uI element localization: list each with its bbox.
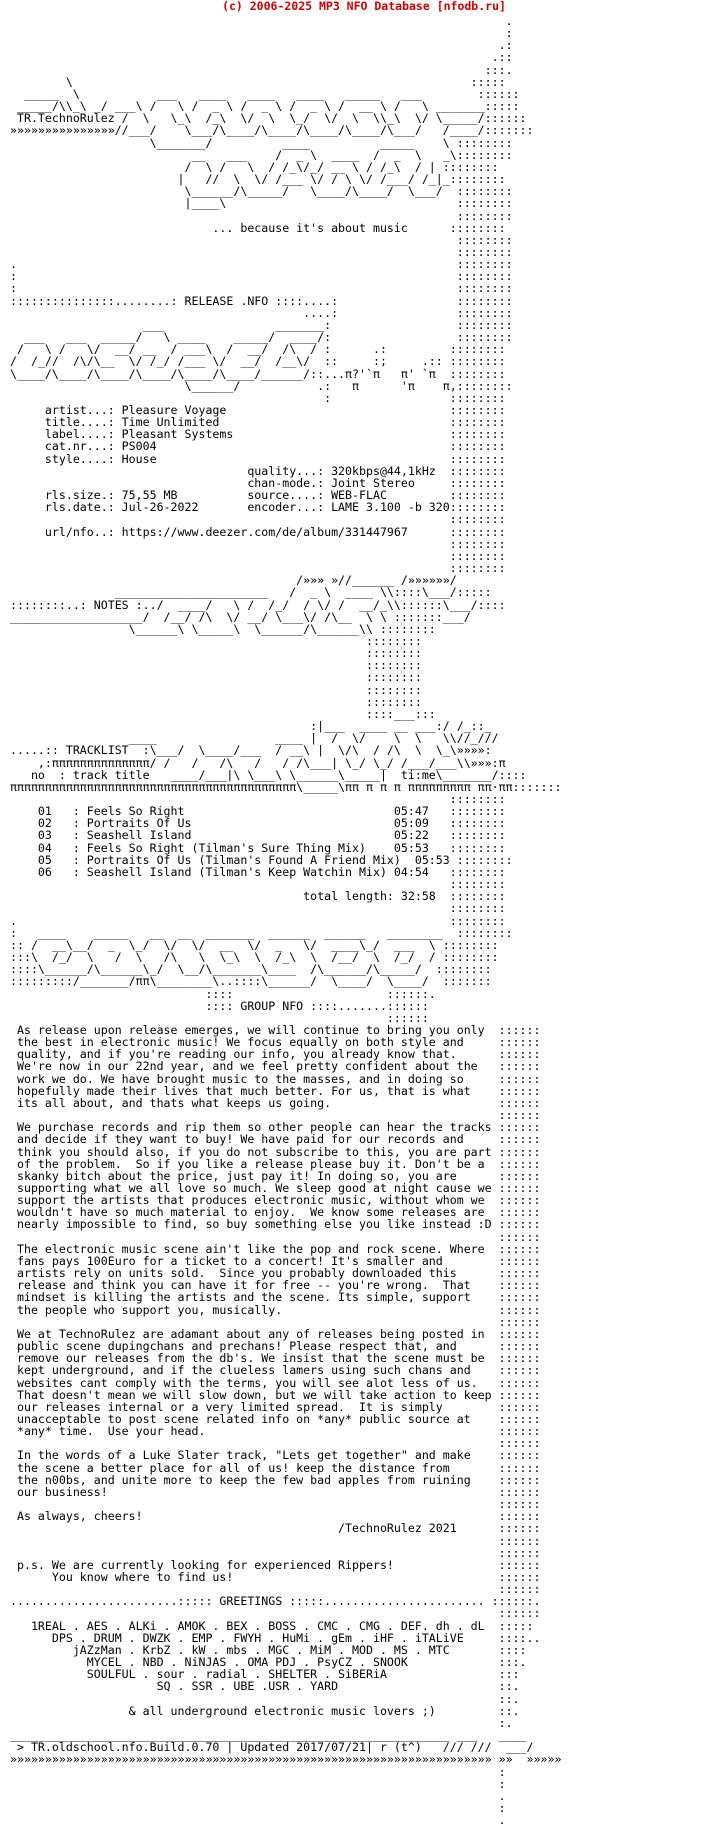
- nfodb-copyright-header: (c) 2006-2025 MP3 NFO Database [nfodb.ru]: [222, 0, 506, 13]
- nfo-ascii-text: . : .: .:: :::. \ ::::: _____ \ ___ ____ ____ ____ _____ ___ :::::: _____/\\_\ _/ ___\ / \ / _ \ / _ \ / _ \ / __ \ / \ _______::::: TR.TechnoRulez / \ \_\ /_\ \/ \ \_/ \/ \ \\_\ \/ \_____/:::::: »»»»»»»»»»»»»»»//___/ \___/\____/\____/\____/\____/\___/ /____/::::::: \_______/ ____ _____ \ :::::::: __ ___ / _ \ ____ / _ \ _\:::::::: / \ / \ / /_\/_/ __ \ / /_\ / | :::::::: | // \ \/ /___ \/ / \ \/ /___/ /_|_:::::::: \______/\_____/ \____/\____/ \___/ :::::::: |____\ :::::::: :::::::: ... because it's about music :::::::: :::::::: :::::::: . :::::::: : :::::::: : :::::::: :::::::::::::::........: RELEASE .NFO ::::....: :::::::: ....: :::::::: ___ _______: :::::::: ___ ___ _____/ \ ____ _____/ ____/: :::::::: / \ / \/ __/ __ / ___\ / __/ /\ / : .: :::::::: / /_// /\/\__ \/ /_/ /___ \/ __/ /__\/ :: :; .:: :::::::: \____/\____/\____/\____/\____/\____/______/::...π?'`π π' `π :::::::: \______/ .: π 'π π,:::::::: : :::::::: artist...: Pleasure Voyage :::::::: title....: Time Unlimited :::::::: label....: Pleasant Systems :::::::: cat.nr...: PS004 :::::::: style....: House :::::::: quality...: 320kbps@44,1kHz :::::::: chan-mode.: Joint Stereo :::::::: rls.size.: 75,55 MB source....: WEB-FLAC :::::::: rls.date.: Jul-26-2022 encoder...: LAME 3.100 -b 320:::::::: :::::::: url/nfo..: https://www.deezer.com/de/album/331447967 :::::::: :::::::: :::::::: :::::::: /»»» »//______ /»»»»»»/ ______________________ / _ \ ____ \\::::\___/::::: ::::::::..: NOTES :../ ____/ \ / /_/ / \/ / __/_\\::::::\___/:::: ___________________/ /__/ /\ \/ __/ \___\/ /\__ \ \ :::::::___/ \______\ \_____\ \______/\______\\ :::::::: :::::::: :::::::: :::::::: :::::::: :::::::: :::::::: ::::___::: :|___ ____ __ ___:/ /_::_ ____ ____ | / \/ \ \ \\//_/// .....:: TRACKLIST :\___/ \____/___ / __\ | \/\ / /\ \ \_\»»»»: ,:ππππππππππππππ/ / / /\ / / /\___| \_/ \_/ /___/___\\»»»:π no : track title ____/___|\ \___\ \______\_____| ti:me\_______/:::: πππππππππππππππππππππππππππππππππππππππππ\_____\ππ π π π πππππππππ ππ·ππ::::::: :::::::: 01 : Feels So Right 05:47 :::::::: 02 : Portraits Of Us 05:09 :::::::: 03 : Seashell Island 05:22 :::::::: 04 : Feels So Right (Tilman's Sure Thing Mix) 05:53 :::::::: 05 : Portraits Of Us (Tilman's Found A Friend Mix) 05:53 :::::::: 06 : Seashell Island (Tilman's Keep Watchin Mix) 04:54 :::::::: :::::::: total length: 32:58 :::::::: :::::::: . :::::::: : ____ _____ __ __ _______ ______ ______ ________ :::::::: :: / __\__/ _ \_/ \/ \/ __ \/ _ \/ ____\_/ ___ \ :::::::: :::\ /_/ \ / \ /\ \ \_\ \ /_\ \ /__/ \ /_/ / :::::::: ::::\______/\______\_/ \__/\_______\____ /\______/\_____/ :::::::: :::::::::/_______/ππ\________\..::::\______/ \____/ \____/ ::::::: :::: ::::::. :::: GROUP NFO ::::.......:::::: :::::: As release upon release emerges, we will continue to bring you only :::::: the best in electronic music! We focus equally on both style and :::::: quality, and if you're reading our info, you already know that. :::::: We're now in our 22nd year, and we feel pretty confident about the :::::: work we do. We have brought music to the masses, and in doing so :::::: hopefully made their lives that much better. For us, that is what :::::: its all about, and thats what keeps us going. :::::: :::::: We purchase records and rip them so other people can hear the tracks :::::: and decide if they want to buy! We have paid for our records and :::::: think you should also, if you do not subscribe to this, you are part :::::: of the problem. So if you like a release please buy it. Don't be a :::::: skanky bitch about the price, just pay it! In doing so, you are :::::: supporting what we all love so much. We sleep good at night cause we :::::: support the artists that produces electronic music, without whom we :::::: wouldn't have so much material to enjoy. We know some releases are :::::: nearly impossible to find, so buy something else you like instead :D :::::: :::::: The electronic music scene ain't like the pop and rock scene. Where :::::: fans pays 100Euro for a ticket to a concert! It's smaller and :::::: artists rely on units sold. Since you probably downloaded this :::::: release and think you can have it for free -- you're wrong. That :::::: mindset is killing the artists and the scene. Its simple, support :::::: the people who support you, musically. :::::: :::::: We at TechnoRulez are adamant about any of releases being posted in :::::: public scene dupingchans and prechans! Please respect that, and :::::: remove our releases from the db's. We insist that the scene must be :::::: kept underground, and if the clueless lamers using such chans and :::::: websites cant comply with the terms, you will see alot less of us. :::::: That doesn't mean we will slow down, but we will take action to keep :::::: our releases internal or a very limited spread. It is simply :::::: unacceptable to post scene related info on *any* public source at :::::: *any* time. Use your head. :::::: :::::: In the words of a Luke Slater track, "Lets get together" and make :::::: the scene a better place for all of us! keep the distance from :::::: the n00bs, and unite more to keep the few bad apples from ruining :::::: our business! :::::: :::::: As always, cheers! :::::: /TechnoRulez 2021 :::::: :::::: :::::: p.s. We are currently looking for experienced Rippers! :::::: You know where to find us! :::::: :::::: ........................::::: GREETINGS :::::....................... ::::::. :::::: 1REAL . AES . ALKi . AMOK . BEX . BOSS . CMC . CMG . DEF. dh . dL ::::: DPS . DRUM . DWZK . EMP . FWYH . HuMi . gEm . iHF . iTALiVE ::::.. jAZzMan . KrbZ . kW . mbs . MGC . MiM . MOD . MS . MTC :::: MYCEL . NBD . NiNJAS . OMA PDJ . PsyCZ . SNOOK :::. SOULFUL . sour . radial . SHELTER . SiBERiA ::: SQ . SSR . UBE .USR . YARD ::. ::. & all underground electronic music lovers ;) ::. :. _______________________________________________________________ ___ ____ > TR.oldschool.nfo.Build.0.70 | Updated 2017/07/21| r (t^) /// /// ___/ »»»»»»»»»»»»»»»»»»»»»»»»»»»»»»»»»»»»»»»»»»»»»»»»»»»»»»»»»»»»»»»»»»»»» »» »»»»» : : . : .: [10, 14, 562, 1827]
